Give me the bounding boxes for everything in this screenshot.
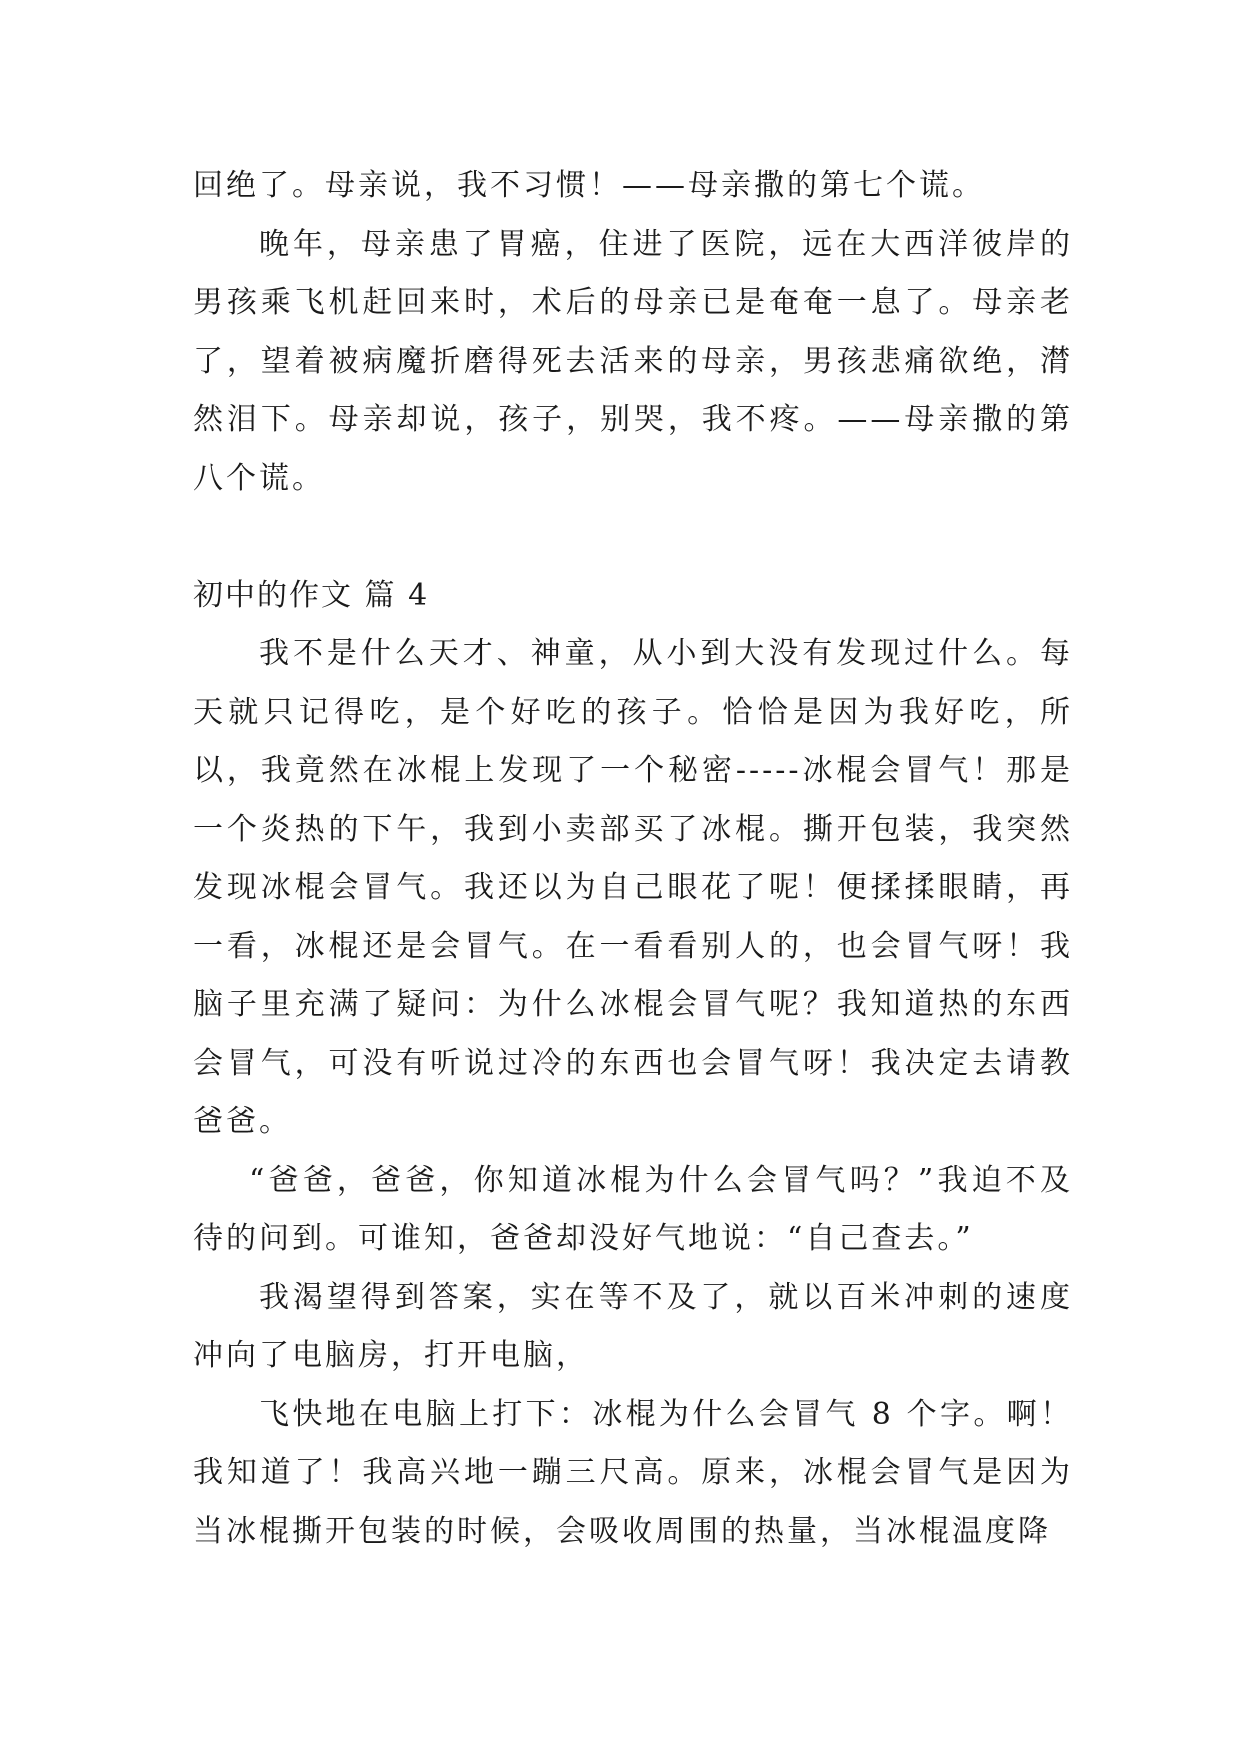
- paragraph-discovery: 我不是什么天才、神童，从小到大没有发现过什么。每天就只记得吃，是个好吃的孩子。恰恰是因为我好吃，所以，我竟然在冰棍上发现了一个秘密-----冰棍会冒气！那是一个炎热的下午，我到小卖部买了冰棍。撕开包装，我突然发现冰棍会冒气。我还以为自己眼花了呢！便揉揉眼睛，再一看，冰棍还是会冒气。在一看看别人的，也会冒气呀！我脑子里充满了疑问：为什么冰棍会冒气呢？我知道热的东西会冒气，可没有听说过冷的东西也会冒气呀！我决定去请教爸爸。: [193, 636, 1073, 1139]
- paragraph-answer: 飞快地在电脑上打下：冰棍为什么会冒气 8 个字。啊！我知道了！我高兴地一蹦三尺高。原来，冰棍会冒气是因为当冰棍撕开包装的时候，会吸收周围的热量，当冰棍温度降: [193, 1396, 1073, 1549]
- paragraph-continuation: 回绝了。母亲说，我不习惯！——母亲撒的第七个谎。: [193, 168, 985, 203]
- paragraph-late-years: 晚年，母亲患了胃癌，住进了医院，远在大西洋彼岸的男孩乘飞机赶回来时，术后的母亲已是奄奄一息了。母亲老了，望着被病魔折磨得死去活来的母亲，男孩悲痛欲绝，潸然泪下。母亲却说，孩子，别哭，我不疼。——母亲撒的第八个谎。: [193, 226, 1073, 496]
- paragraph-computer-room: 我渴望得到答案，实在等不及了，就以百米冲刺的速度冲向了电脑房，打开电脑，: [193, 1279, 1073, 1373]
- document-body: [193, 157, 1073, 1561]
- section-heading: 初中的作文 篇 4: [193, 577, 430, 613]
- paragraph-dialogue: “爸爸，爸爸，你知道冰棍为什么会冒气吗？”我迫不及待的问到。可谁知，爸爸却没好气地说：“自己查去。”: [193, 1162, 1073, 1256]
